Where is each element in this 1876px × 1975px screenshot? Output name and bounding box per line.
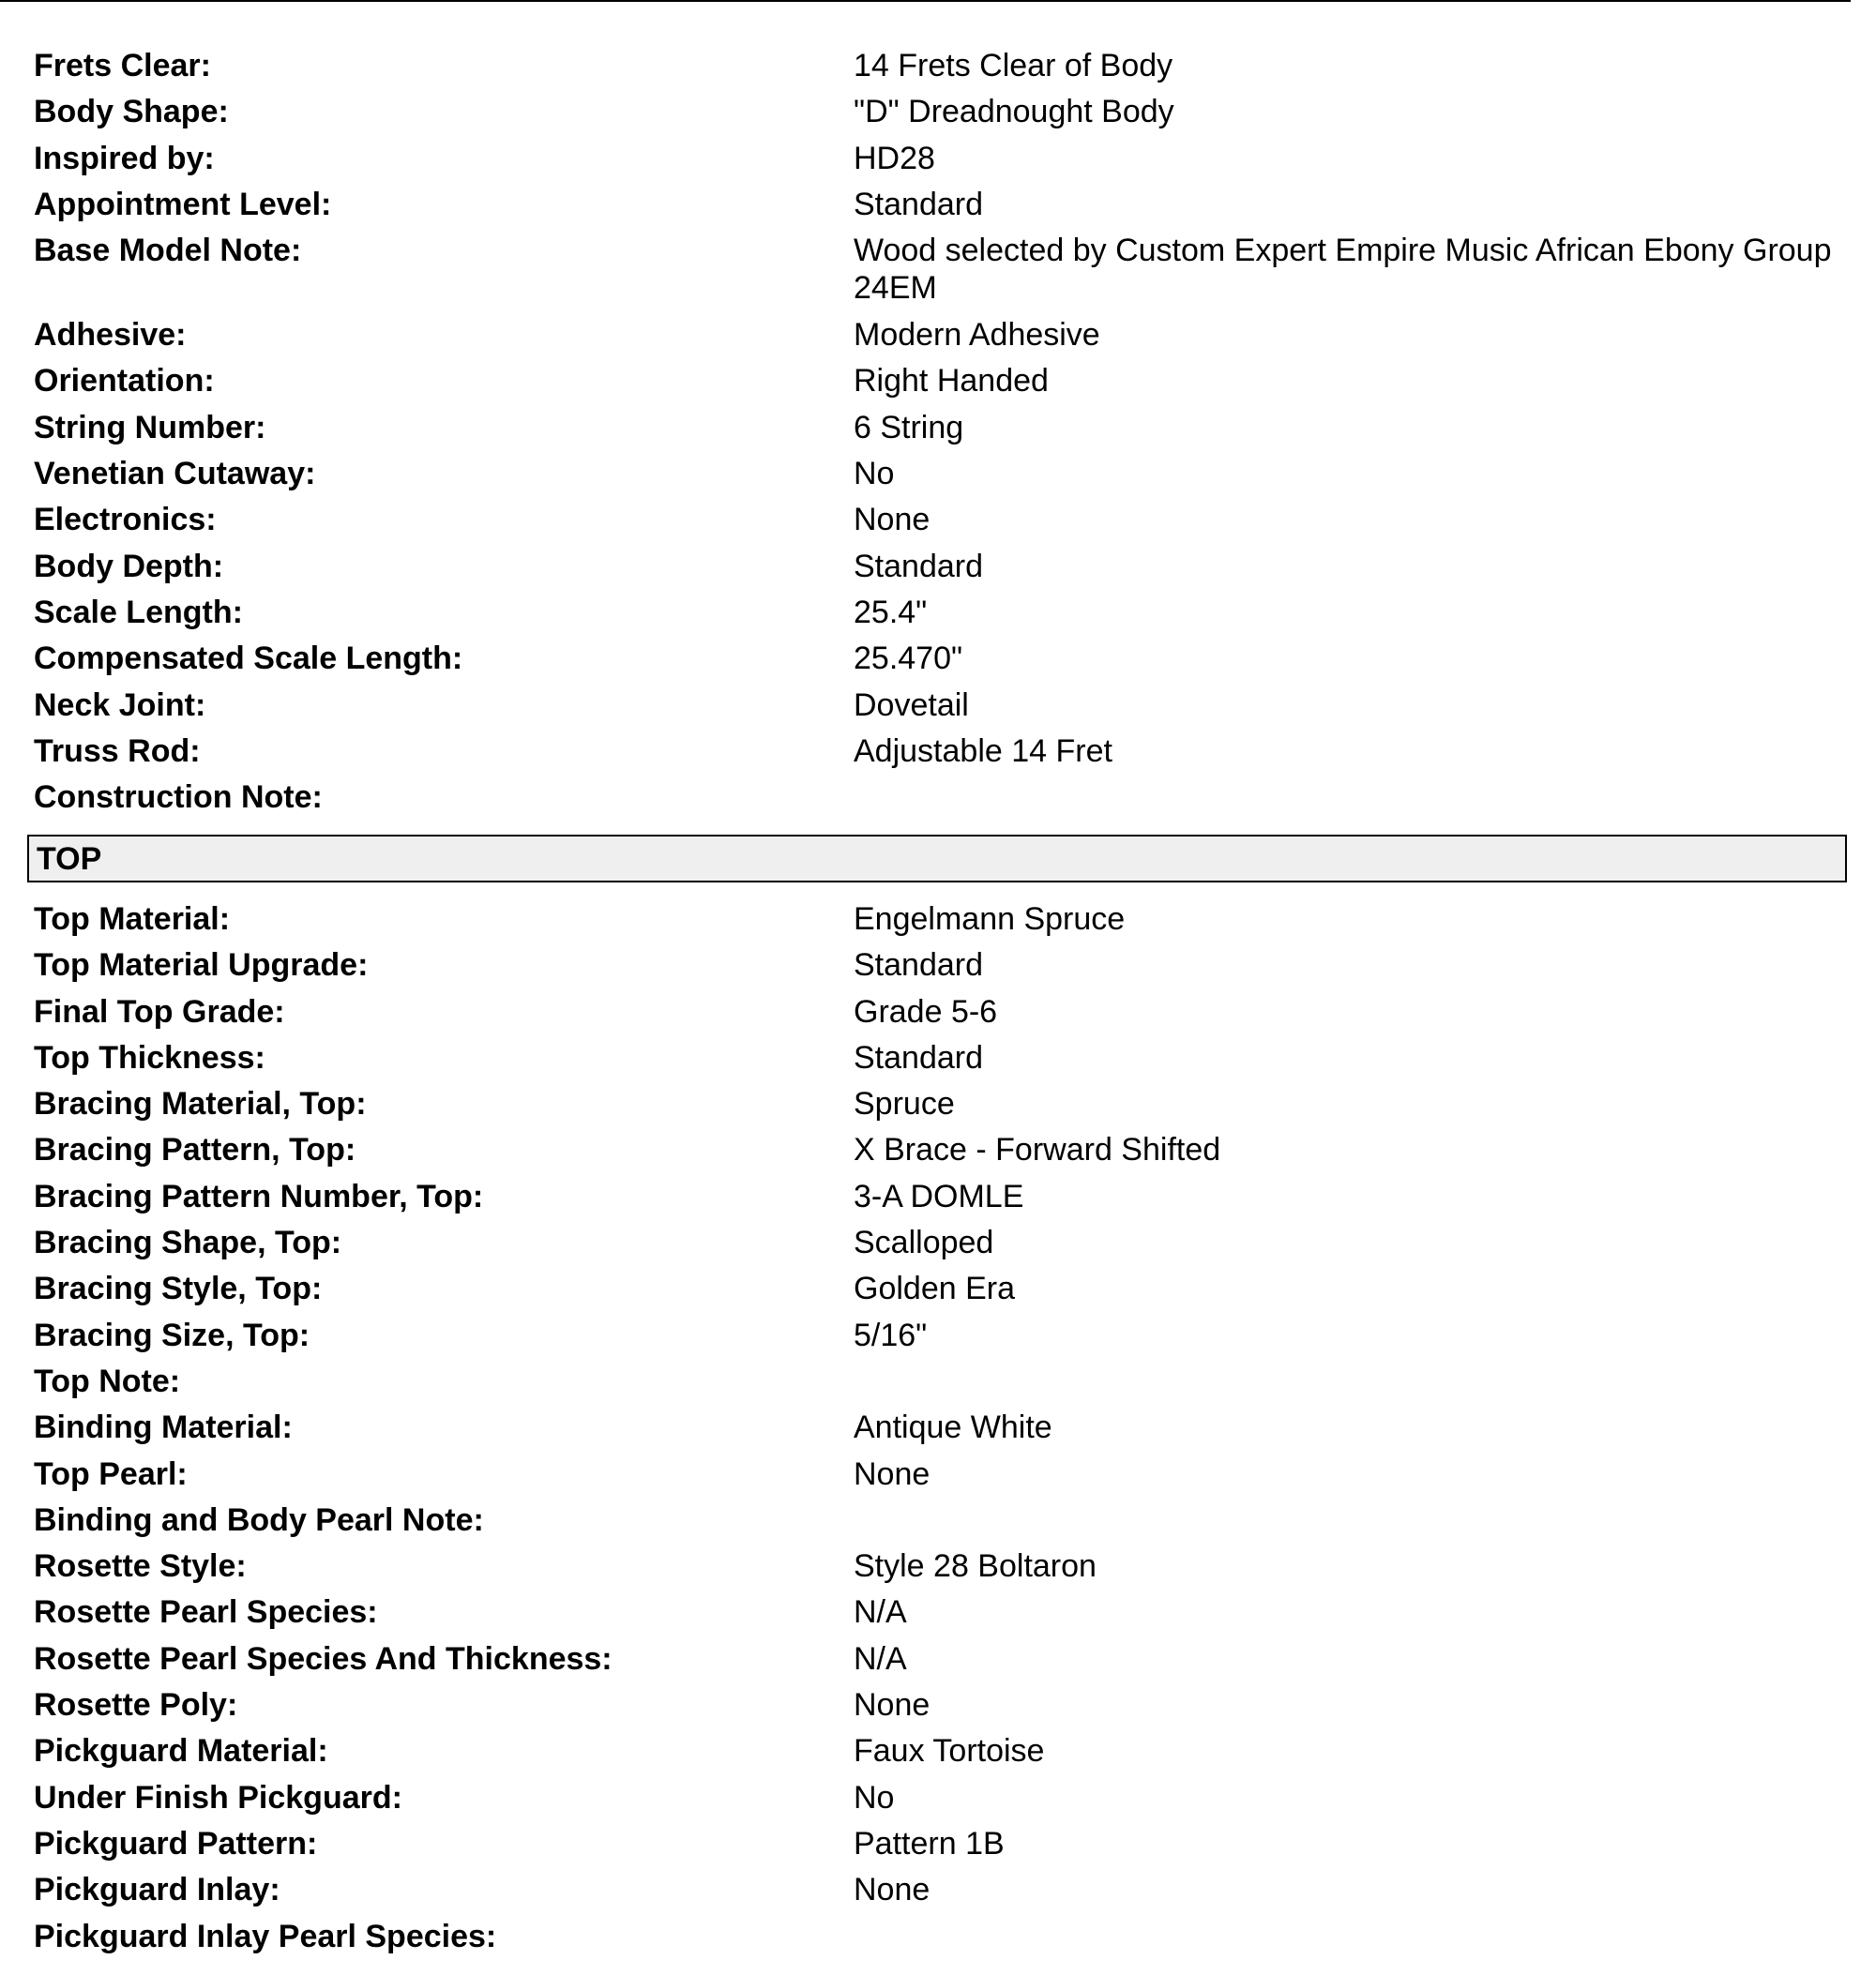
section-header-top	[27, 835, 1847, 882]
spec-value: Wood selected by Custom Expert Empire Music African Ebony Group 24EM	[854, 233, 1832, 307]
spec-label: Pickguard Material:	[34, 1733, 328, 1770]
spec-value: N/A	[854, 1640, 907, 1677]
spec-row	[34, 181, 1853, 227]
spec-row	[34, 1866, 1853, 1912]
spec-label: Appointment Level:	[34, 186, 332, 222]
spec-value: 5/16"	[854, 1317, 928, 1353]
spec-value: Right Handed	[854, 363, 1049, 400]
spec-row	[34, 1913, 1853, 1959]
spec-value: No	[854, 456, 895, 492]
spec-value: "D" Dreadnought Body	[854, 94, 1174, 130]
construction-spec-list	[34, 42, 1853, 820]
spec-row	[34, 1080, 1853, 1126]
spec-value: Scalloped	[854, 1225, 994, 1261]
spec-row	[34, 774, 1853, 820]
spec-label: Compensated Scale Length:	[34, 641, 463, 677]
spec-row	[34, 1312, 1853, 1358]
spec-row	[34, 1451, 1853, 1497]
spec-value: 6 String	[854, 409, 964, 445]
spec-row	[34, 1774, 1853, 1820]
spec-row	[34, 682, 1853, 728]
spec-label: Bracing Style, Top:	[34, 1271, 323, 1307]
spec-row	[34, 1034, 1853, 1080]
spec-label: Body Depth:	[34, 548, 224, 584]
spec-row	[34, 635, 1853, 681]
spec-label: Top Pearl:	[34, 1455, 188, 1492]
spec-label: Base Model Note:	[34, 233, 302, 269]
spec-label: Bracing Pattern Number, Top:	[34, 1178, 484, 1214]
spec-row	[34, 1404, 1853, 1450]
spec-row	[34, 988, 1853, 1034]
spec-value: Engelmann Spruce	[854, 901, 1126, 937]
spec-value: Style 28 Boltaron	[854, 1548, 1097, 1585]
spec-row	[34, 1727, 1853, 1773]
spec-row	[34, 1543, 1853, 1589]
spec-label: Final Top Grade:	[34, 993, 285, 1030]
spec-label: Neck Joint:	[34, 686, 206, 723]
spec-label: Pickguard Inlay Pearl Species:	[34, 1918, 497, 1954]
spec-row	[34, 42, 1853, 88]
top-divider	[0, 0, 1851, 2]
spec-row	[34, 942, 1853, 988]
spec-value: Standard	[854, 548, 983, 584]
spec-value: 25.4"	[854, 594, 928, 630]
spec-row	[34, 1126, 1853, 1172]
spec-label: Bracing Shape, Top:	[34, 1225, 342, 1261]
spec-row	[34, 496, 1853, 542]
spec-value: None	[854, 1872, 930, 1908]
spec-row	[34, 1589, 1853, 1635]
spec-label: Orientation:	[34, 363, 215, 400]
spec-value: None	[854, 1455, 930, 1492]
spec-label: Rosette Pearl Species:	[34, 1594, 378, 1631]
spec-label: Rosette Poly:	[34, 1687, 238, 1724]
spec-value: X Brace - Forward Shifted	[854, 1132, 1221, 1168]
spec-label: Body Shape:	[34, 94, 229, 130]
spec-row	[34, 1358, 1853, 1404]
spec-row	[34, 1681, 1853, 1727]
spec-value: 14 Frets Clear of Body	[854, 48, 1173, 83]
spec-value: Dovetail	[854, 686, 969, 723]
spec-value: None	[854, 1687, 930, 1724]
spec-row	[34, 88, 1853, 134]
spec-label: Venetian Cutaway:	[34, 456, 316, 492]
spec-row	[34, 1265, 1853, 1311]
spec-label: Bracing Pattern, Top:	[34, 1132, 356, 1168]
spec-value: Pattern 1B	[854, 1825, 1005, 1862]
spec-row	[34, 227, 1853, 311]
spec-value: No	[854, 1779, 895, 1816]
spec-label: Bracing Size, Top:	[34, 1317, 310, 1353]
spec-label: Pickguard Pattern:	[34, 1825, 318, 1862]
spec-value: Antique White	[854, 1410, 1052, 1446]
top-spec-list	[34, 896, 1853, 1959]
spec-value: None	[854, 502, 930, 538]
spec-value: Modern Adhesive	[854, 317, 1100, 354]
spec-label: Frets Clear:	[34, 48, 211, 83]
spec-label: Binding and Body Pearl Note:	[34, 1501, 484, 1538]
spec-row	[34, 1636, 1853, 1681]
spec-value: Adjustable 14 Fret	[854, 732, 1112, 769]
spec-value: Spruce	[854, 1086, 955, 1123]
spec-value: Standard	[854, 186, 983, 222]
spec-label: Top Material:	[34, 901, 231, 937]
spec-value: Standard	[854, 1039, 983, 1076]
spec-label: Rosette Style:	[34, 1548, 247, 1585]
spec-value: 25.470"	[854, 641, 963, 677]
section-title: TOP	[37, 841, 102, 877]
spec-label: Bracing Material, Top:	[34, 1086, 367, 1123]
spec-label: Top Note:	[34, 1363, 181, 1399]
spec-label: Under Finish Pickguard:	[34, 1779, 402, 1816]
spec-row	[34, 357, 1853, 403]
spec-row	[34, 543, 1853, 589]
spec-label: Rosette Pearl Species And Thickness:	[34, 1640, 613, 1677]
spec-label: Inspired by:	[34, 140, 215, 176]
spec-row	[34, 896, 1853, 942]
spec-label: Adhesive:	[34, 317, 187, 354]
spec-row	[34, 404, 1853, 450]
spec-label: Scale Length:	[34, 594, 243, 630]
spec-value: HD28	[854, 140, 935, 176]
spec-row	[34, 135, 1853, 181]
spec-value: Standard	[854, 947, 983, 984]
spec-row	[34, 1219, 1853, 1265]
spec-label: Truss Rod:	[34, 732, 201, 769]
spec-value: 3-A DOMLE	[854, 1178, 1024, 1214]
spec-value: N/A	[854, 1594, 907, 1631]
spec-label: Pickguard Inlay:	[34, 1872, 280, 1908]
spec-label: Binding Material:	[34, 1410, 293, 1446]
spec-label: Top Thickness:	[34, 1039, 265, 1076]
spec-label: Construction Note:	[34, 779, 323, 816]
spec-row	[34, 728, 1853, 774]
spec-value: Golden Era	[854, 1271, 1015, 1307]
spec-row	[34, 1497, 1853, 1543]
spec-label: Electronics:	[34, 502, 217, 538]
spec-row	[34, 1820, 1853, 1866]
spec-row	[34, 311, 1853, 357]
spec-value: Grade 5-6	[854, 993, 998, 1030]
spec-label: String Number:	[34, 409, 266, 445]
spec-label: Top Material Upgrade:	[34, 947, 369, 984]
spec-row	[34, 450, 1853, 496]
spec-row	[34, 1173, 1853, 1219]
spec-row	[34, 589, 1853, 635]
spec-value: Faux Tortoise	[854, 1733, 1045, 1770]
